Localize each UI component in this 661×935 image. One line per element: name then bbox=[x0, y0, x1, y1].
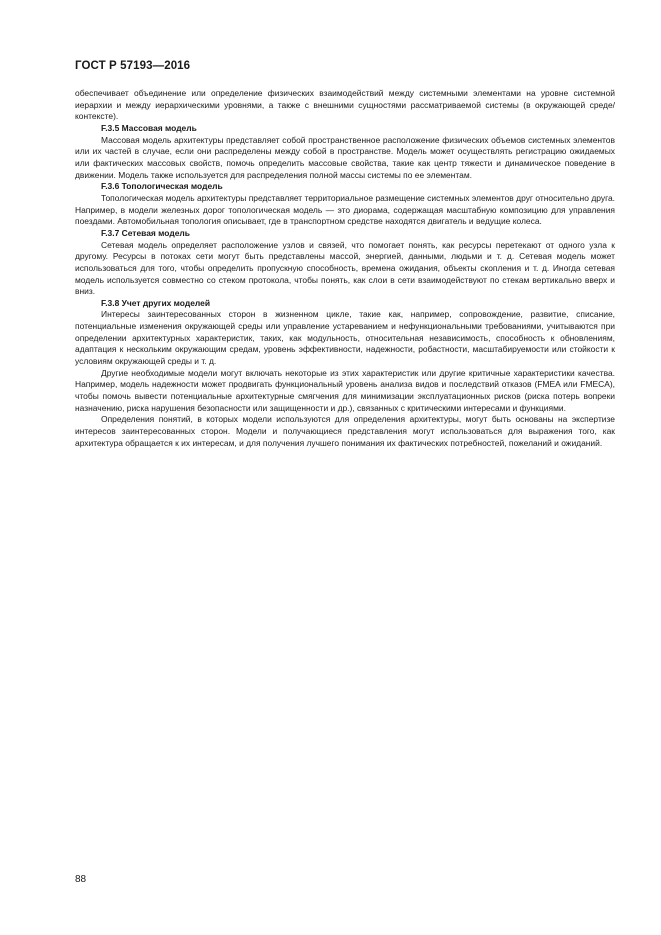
section-other-models bbox=[75, 298, 615, 450]
section-heading: F.3.8 Учет других моделей bbox=[101, 297, 211, 308]
document-header: ГОСТ Р 57193—2016 bbox=[75, 60, 191, 72]
section-heading: F.3.5 Массовая модель bbox=[101, 122, 197, 133]
section-topological-model bbox=[75, 181, 615, 228]
body-paragraph: Интересы заинтересованных сторон в жизненном цикле, такие как, например, сопровождение, развитие, списание, потенциальные изменения окружающей среды или управление устареванием и нефункциональными требованиями, учитываются при определении архитектурных характеристик, таких, как модульность, относительная независимость, способность к обновлениям, адаптация к нескольким окружающим средам, уровень эффективности, надежности, робастности, масштабируемости или стойкости к условиям окружающей среды и т. д. bbox=[75, 309, 615, 367]
body-paragraph: Топологическая модель архитектуры представляет территориальное размещение системных элементов друг относительно друга. Например, в модели железных дорог топологическая модель — это диорама, содержащая масштабную композицию для управления поездами. Автомобильная топология описывает, где в транспортном средстве находятся двигатель и ведущие колеса. bbox=[75, 192, 615, 227]
document-body bbox=[75, 88, 615, 449]
page-number: 88 bbox=[75, 874, 87, 885]
section-heading: F.3.7 Сетевая модель bbox=[101, 227, 190, 238]
body-paragraph: Другие необходимые модели могут включать некоторые из этих характеристик или другие критичные характеристики качества. Например, модель надежности может продвигать функциональный уровень анализа видов и последствий отказов (FMEA или FMECA), чтобы помочь вывести потенциальные архитектурные смягчения для минимизации эксплуатационных рисков (риска потерь вопреки назначению, риска нарушения безопасности или защищенности и др.), связанных с критическими интересами и функциями. bbox=[75, 367, 615, 413]
body-paragraph: Определения понятий, в которых модели используются для определения архитектуры, могут быть основаны на экспертизе интересов заинтересованных сторон. Модели и получающиеся представления могут использоваться для выражения того, как архитектура обращается к их интересам, и для получения лучшего понимания их фактических потребностей, пожеланий и ожиданий. bbox=[75, 414, 615, 448]
section-network-model bbox=[75, 228, 615, 298]
section-mass-model bbox=[75, 123, 615, 181]
continuation-paragraph: обеспечивает объединение или определение физических взаимодействий между системными элементами на уровне системной иерархии и между иерархическими уровнями, а также с внешними сущностями рассматриваемой системы (в окружающей среде/контексте). bbox=[75, 88, 615, 122]
body-paragraph: Сетевая модель определяет расположение узлов и связей, что помогает понять, как ресурсы перетекают от одного узла к другому. Ресурсы в потоках сети могут быть представлены массой, энергией, данными, людьми и т. д. Сетевая модель может использоваться для того, чтобы определить пропускную способность, времена ожидания, объекты скопления и т. д. Иногда сетевая модель используется совместно со стеком протокола, чтобы понять, как слои в сети взаимодействуют по стекам вертикально вверх и вниз. bbox=[75, 239, 615, 297]
body-paragraph: Массовая модель архитектуры представляет собой пространственное расположение физических объемов системных элементов или их частей в случае, если они распределены между собой в пространстве. Модель может осуществлять регистрацию ожидаемых или фактических массовых свойств, помочь определить массовые свойства, такие как центр тяжести и динамическое поведение в движении. Модель также используется для распределения полной массы системы по ее элементам. bbox=[75, 134, 615, 180]
section-heading: F.3.6 Топологическая модель bbox=[101, 181, 223, 192]
